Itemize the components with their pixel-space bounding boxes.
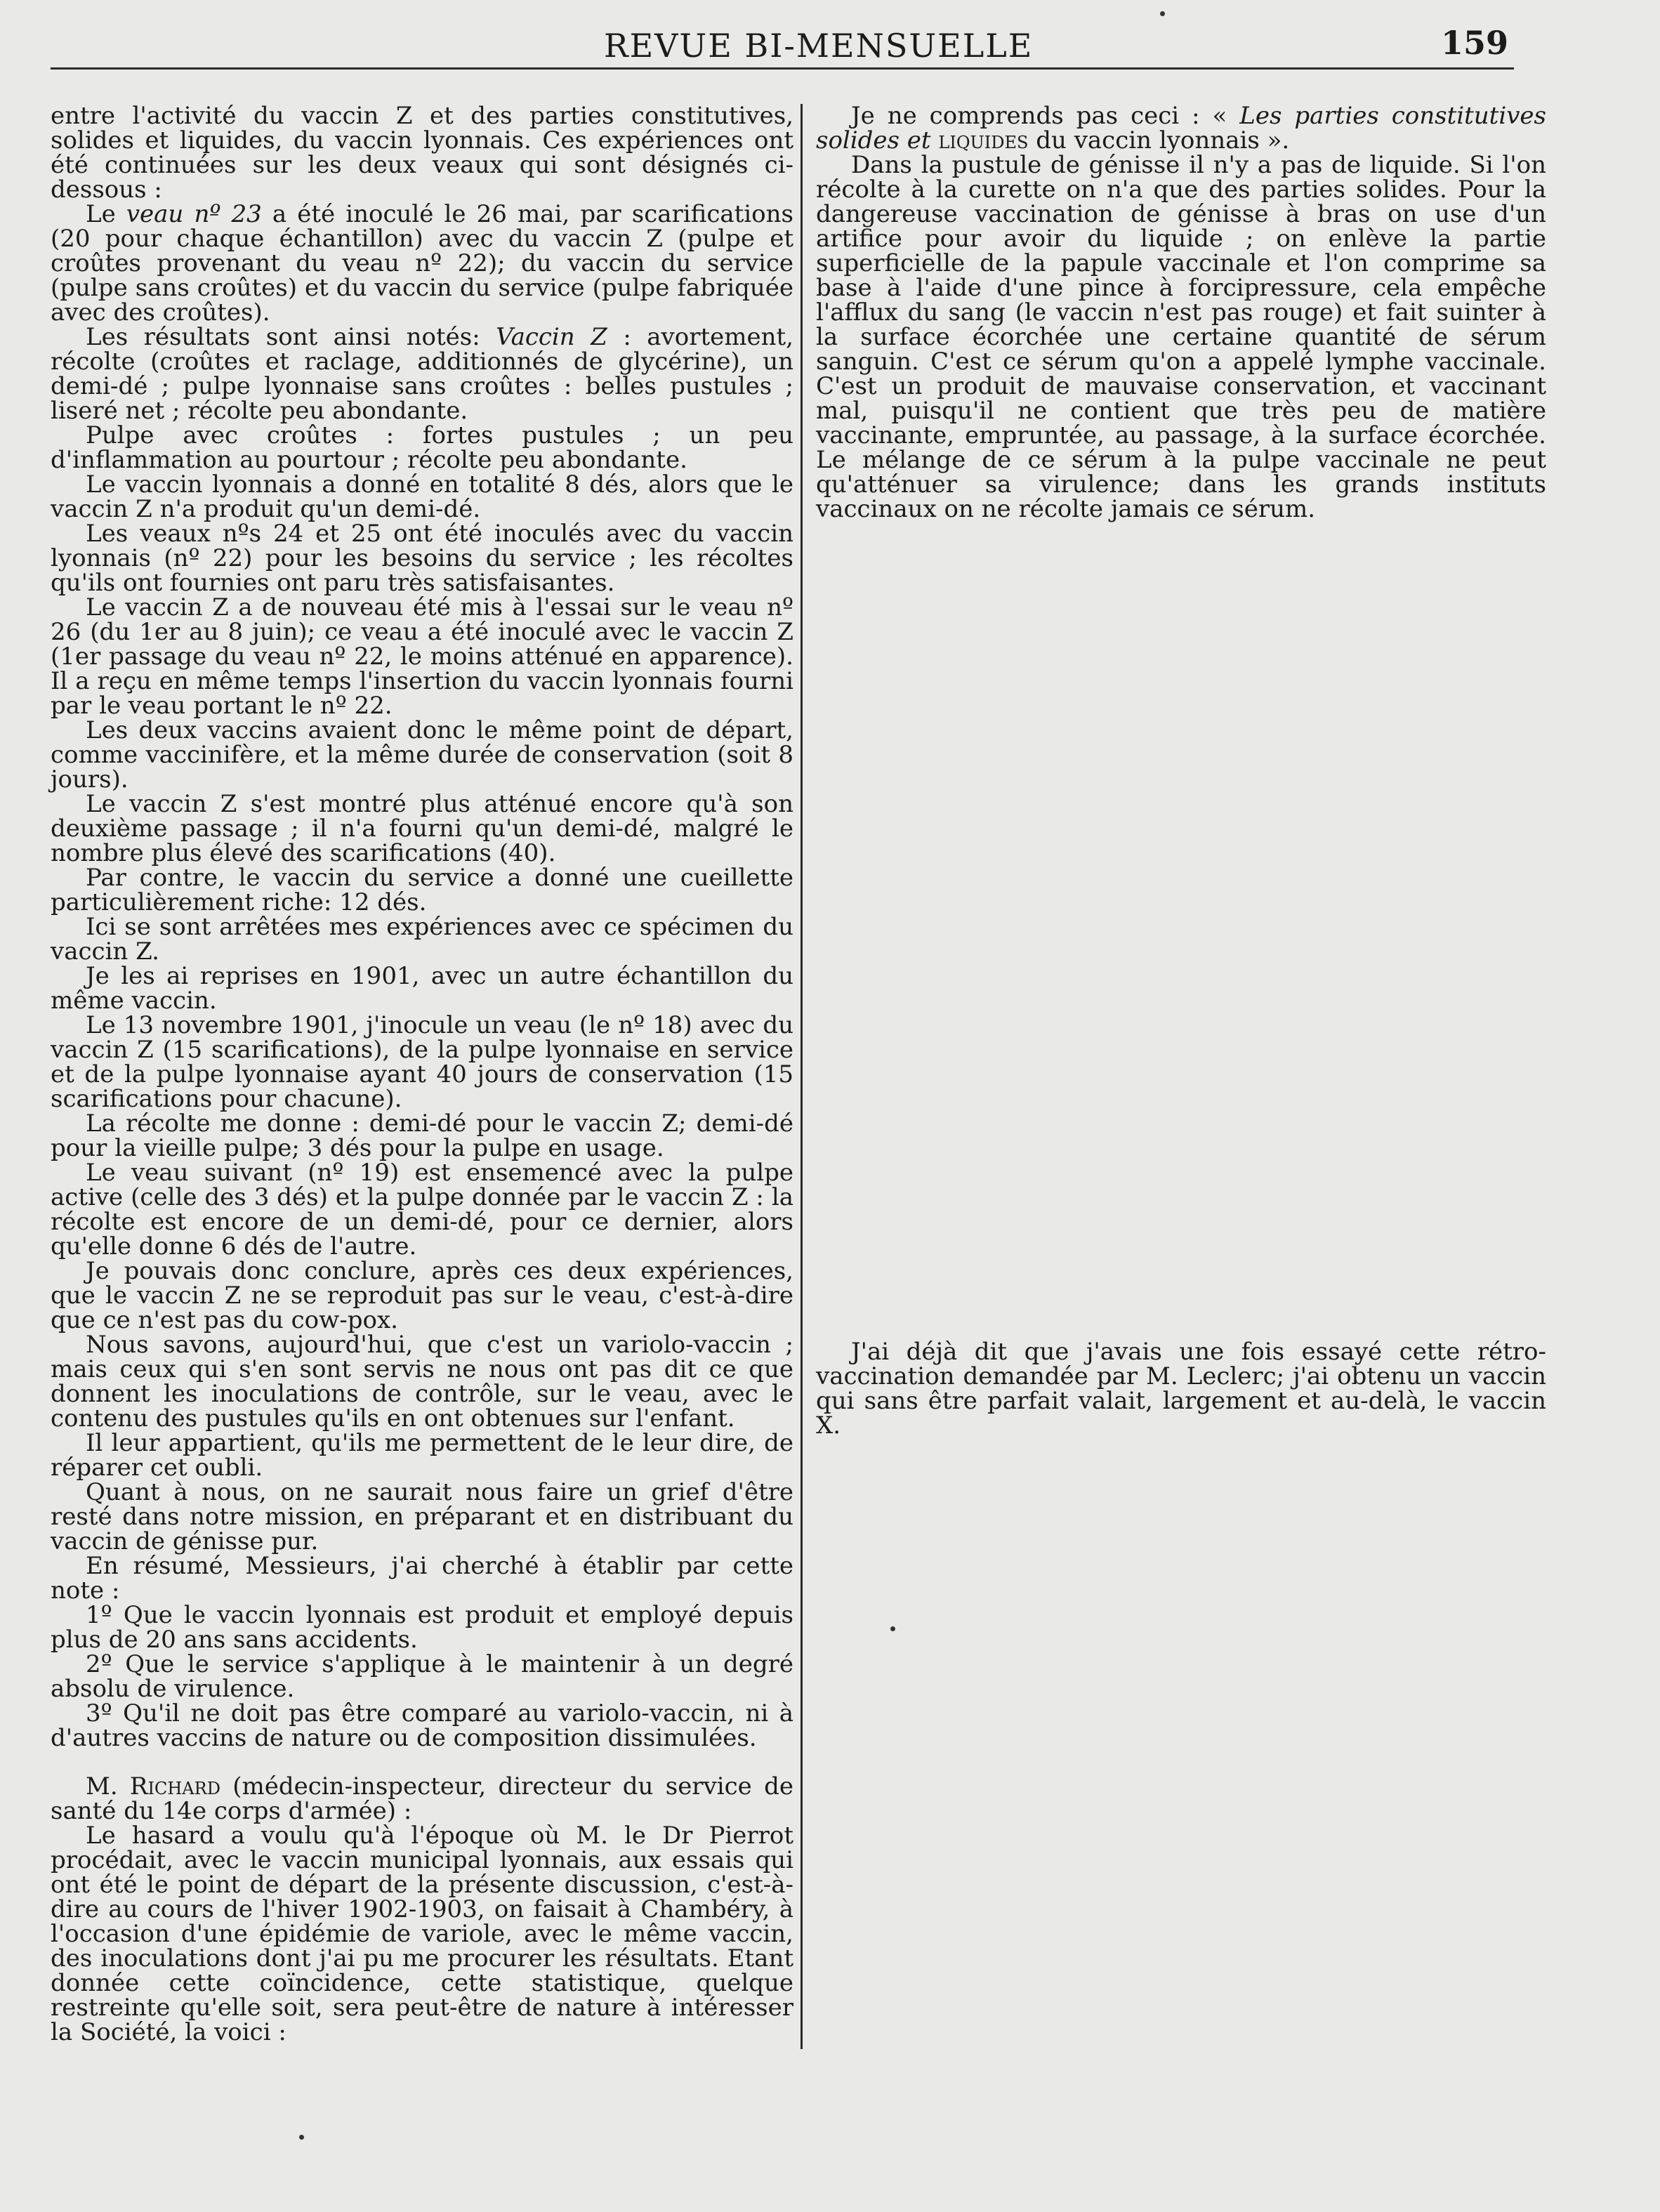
text-run: : avortement, récolte (croûtes et raclage, additionnés de glycérine), un demi-dé ; pulpe lyonnaise sans croûtes : belles pustules ; liseré net ; récolte peu abondante. xyxy=(51,323,793,425)
text-run: du vaccin lyonnais ». xyxy=(1028,126,1290,154)
speaker-paragraph xyxy=(51,1772,793,1825)
print-speck xyxy=(299,2135,304,2140)
text-run: M. xyxy=(86,1772,130,1800)
paragraph: Quant à nous, on ne saurait nous faire un grief d'être resté dans notre mission, en préparant et en distribuant du vaccin de génisse pur. xyxy=(51,1478,793,1555)
right-column-lower xyxy=(816,1340,1546,1438)
paragraph: Le vaccin lyonnais a donné en totalité 8 dés, alors que le vaccin Z n'a produit qu'un demi-dé. xyxy=(51,470,793,523)
paragraph: Il leur appartient, qu'ils me permettent de le leur dire, de réparer cet oubli. xyxy=(51,1429,793,1482)
paragraph xyxy=(816,104,1546,153)
paragraph: Le vaccin Z s'est montré plus atténué encore qu'à son deuxième passage ; il n'a fourni qu'un demi-dé, malgré le nombre plus élevé des scarifications (40). xyxy=(51,790,793,867)
paragraph: Nous savons, aujourd'hui, que c'est un variolo-vaccin ; mais ceux qui s'en sont servis ne nous ont pas dit ce que donnent les inoculations de contrôle, sur le veau, avec le contenu des pustules qu'ils en ont obtenues sur l'enfant. xyxy=(51,1331,793,1433)
paragraph: entre l'activité du vaccin Z et des parties constitutives, solides et liquides, du vaccin lyonnais. Ces expériences ont été continuées sur les deux veaux qui sont désignés ci-dessous : xyxy=(51,102,793,204)
paragraph: Dans la pustule de génisse il n'y a pas de liquide. Si l'on récolte à la curette on n'a que des parties solides. Pour la dangereuse vaccination de génisse à bras on use d'un artifice pour avoir du liquide ; on enlève la partie superficielle de la papule vaccinale et l'on comprime sa base à l'aide d'une pince à forcipressure, cela empêche l'afflux du sang (le vaccin n'est pas rouge) et fait suinter à la surface écorchée une certaine quantité de sérum sanguin. C'est ce sérum qu'on a appelé lymphe vaccinale. C'est un produit de mauvaise conservation, et vaccinant mal, puisqu'il ne contient que très peu de matière vaccinante, empruntée, au passage, à la surface écorchée. Le mélange de ce sérum à la pulpe vaccinale ne peut qu'atténuer sa virulence; dans les grands instituts vaccinaux on ne récolte jamais ce sérum. xyxy=(816,151,1546,523)
list-item: 1º Que le vaccin lyonnais est produit et employé depuis plus de 20 ans sans accidents. xyxy=(51,1601,793,1654)
text-run: a été inoculé le 26 mai, par scarifications (20 pour chaque échantillon) avec du vaccin Z (pulpe et croûtes provenant du veau nº 22); du vaccin du service (pulpe sans croûtes) et du vaccin du service (pulpe fabriquée avec des croûtes). xyxy=(51,200,793,327)
list-item: 3º Qu'il ne doit pas être comparé au variolo-vaccin, ni à d'autres vaccins de nature ou de composition dissimulées. xyxy=(51,1699,793,1752)
italic-run: veau nº 23 xyxy=(126,200,262,228)
text-run: Je ne comprends pas ceci : « xyxy=(851,102,1240,130)
running-head xyxy=(0,20,1660,69)
paragraph xyxy=(51,202,793,325)
paragraph: Les deux vaccins avaient donc le même point de départ, comme vaccinifère, et la même durée de conservation (soit 8 jours). xyxy=(51,716,793,794)
column-divider xyxy=(801,104,803,2049)
running-title: REVUE BI-MENSUELLE xyxy=(604,27,1034,65)
right-column xyxy=(816,104,1546,522)
italic-run: Les parties constitutives solides et xyxy=(816,102,1546,154)
speaker-name: Richard xyxy=(129,1772,220,1800)
paragraph: Le vaccin Z a de nouveau été mis à l'essai sur le veau nº 26 (du 1er au 8 juin); ce veau a été inoculé avec le vaccin Z (1er passage du veau nº 22, le moins atténué en apparence). Il a reçu en même temps l'insertion du vaccin lyonnais fourni par le veau portant le nº 22. xyxy=(51,593,793,720)
page-number: 159 xyxy=(1441,24,1509,62)
paragraph: Le 13 novembre 1901, j'inocule un veau (le nº 18) avec du vaccin Z (15 scarifications), de la pulpe lyonnaise en service et de la pulpe lyonnaise ayant 40 jours de conservation (15 scarifications pour chacune). xyxy=(51,1011,793,1113)
small-caps-run: liquides xyxy=(938,126,1029,154)
paragraph: La récolte me donne : demi-dé pour le vaccin Z; demi-dé pour la vieille pulpe; 3 dés pour la pulpe en usage. xyxy=(51,1110,793,1162)
paragraph: Ici se sont arrêtées mes expériences avec ce spécimen du vaccin Z. xyxy=(51,913,793,966)
paragraph: Je pouvais donc conclure, après ces deux expériences, que le vaccin Z ne se reproduit pas sur le veau, c'est-à-dire que ce n'est pas du cow-pox. xyxy=(51,1257,793,1334)
paragraph: Je les ai reprises en 1901, avec un autre échantillon du même vaccin. xyxy=(51,962,793,1015)
paragraph: J'ai déjà dit que j'avais une fois essayé cette rétro-vaccination demandée par M. Leclerc; j'ai obtenu un vaccin qui sans être parfait valait, largement et au-delà, le vaccin X. xyxy=(816,1338,1546,1440)
text-run: Les résultats sont ainsi notés: xyxy=(86,323,496,351)
print-speck xyxy=(1160,11,1165,16)
paragraph: Pulpe avec croûtes : fortes pustules ; un peu d'inflammation au pourtour ; récolte peu abondante. xyxy=(51,421,793,474)
list-item: 2º Que le service s'applique à le maintenir à un degré absolu de virulence. xyxy=(51,1650,793,1703)
print-speck xyxy=(890,1626,895,1631)
text-run: (médecin-inspecteur, directeur du service de santé du 14e corps d'armée) : xyxy=(51,1772,793,1825)
text-run: Le xyxy=(86,200,126,228)
left-column xyxy=(51,104,793,2045)
paragraph: Par contre, le vaccin du service a donné une cueillette particulièrement riche: 12 dés. xyxy=(51,864,793,916)
paragraph: En résumé, Messieurs, j'ai cherché à établir par cette note : xyxy=(51,1552,793,1605)
paragraph: Le hasard a voulu qu'à l'époque où M. le Dr Pierrot procédait, avec le vaccin municipal lyonnais, aux essais qui ont été le point de départ de la présente discussion, c'est-à-dire au cours de l'hiver 1902-1903, on faisait à Chambéry, à l'occasion d'une épidémie de variole, avec le même vaccin, des inoculations dont j'ai pu me procurer les résultats. Etant donnée cette coïncidence, cette statistique, quelque restreinte qu'elle soit, sera peut-être de nature à intéresser la Société, la voici : xyxy=(51,1822,793,2046)
paragraph: Les veaux nºs 24 et 25 ont été inoculés avec du vaccin lyonnais (nº 22) pour les besoins du service ; les récoltes qu'ils ont fournies ont paru très satisfaisantes. xyxy=(51,520,793,597)
paragraph: Le veau suivant (nº 19) est ensemencé avec la pulpe active (celle des 3 dés) et la pulpe donnée par le vaccin Z : la récolte est encore de un demi-dé, pour ce dernier, alors qu'elle donne 6 dés de l'autre. xyxy=(51,1159,793,1260)
header-rule xyxy=(51,67,1514,70)
paragraph xyxy=(51,325,793,423)
italic-run: Vaccin Z xyxy=(496,323,607,351)
